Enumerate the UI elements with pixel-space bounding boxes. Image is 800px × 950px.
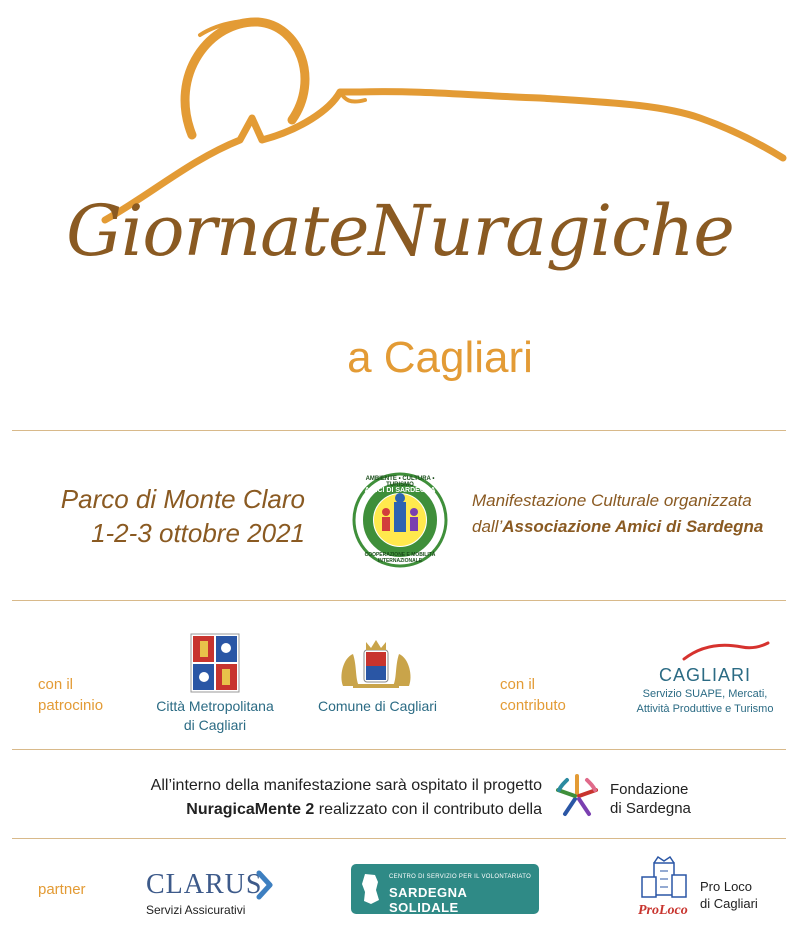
patrocinio-label-line2: patrocinio [38, 697, 104, 714]
project-name: NuragicaMente 2 [186, 801, 315, 818]
csv-top-text: CENTRO DI SERVIZIO PER IL VOLONTARIATO [389, 874, 532, 880]
divider [12, 749, 786, 750]
csv-sardegna-solidale-logo [351, 864, 539, 914]
citta-metropolitana-line1: Città Metropolitana [156, 698, 274, 714]
divider [12, 600, 786, 601]
event-dates: 1-2-3 ottobre 2021 [91, 518, 305, 548]
event-subtitle: a Cagliari [347, 333, 533, 382]
organizer-prefix: dall’ [472, 517, 503, 536]
citta-metropolitana-crest-icon [190, 633, 240, 693]
divider [12, 838, 786, 839]
comune-cagliari-crest-icon [333, 636, 419, 692]
comune-cagliari-name: Comune di Cagliari [317, 698, 438, 714]
organizer-line-1: Manifestazione Culturale organizzata [472, 491, 752, 510]
fondazione-sardegna-star-icon [553, 772, 601, 820]
partner-label: partner [38, 881, 86, 898]
project-line1: All’interno della manifestazione sarà ospitato il progetto [150, 777, 542, 794]
pro-loco-logo-text: ProLoco [638, 903, 688, 918]
pro-loco-line2: di Cagliari [700, 896, 758, 911]
event-title: GiornateNuragiche [66, 190, 734, 272]
citta-metropolitana-line2: di Cagliari [183, 717, 247, 733]
pro-loco-name [700, 878, 758, 912]
fondazione-line2: di Sardegna [610, 800, 691, 817]
organizer-name: Associazione Amici di Sardegna [502, 517, 764, 536]
event-location: Parco di Monte Claro [60, 484, 305, 514]
divider [12, 430, 786, 431]
project-line2-rest: realizzato con il contributo della [314, 801, 542, 818]
patrocinio-label [38, 674, 103, 716]
cagliari-service-line1: Servizio SUAPE, Mercati, [642, 688, 768, 700]
cagliari-swoosh-icon [682, 641, 770, 661]
badge-top-text: AMBIENTE • CULTURA • TURISMO [365, 476, 435, 488]
pro-loco-line1: Pro Loco [700, 879, 753, 894]
contributo-label-line1: con il [500, 676, 536, 693]
project-description [92, 774, 542, 822]
sardinia-island-icon [359, 872, 383, 906]
cagliari-logo-text: CAGLIARI [658, 665, 752, 685]
patrocinio-label-line1: con il [38, 676, 74, 693]
contributo-label [500, 674, 566, 716]
cagliari-service-line2: Attività Produttive e Turismo [636, 703, 774, 715]
badge-bottom-text: COOPERAZIONE E MOBILITÀ INTERNAZIONALE [364, 552, 436, 564]
cagliari-service [620, 687, 790, 717]
fondazione-name [610, 780, 691, 818]
csv-name-text: SARDEGNA SOLIDALE [389, 885, 467, 915]
badge-name-text: AMICI DI SARDEGNA [364, 487, 436, 494]
clarus-chevron-icon [256, 870, 274, 900]
organizer-line-2 [472, 517, 800, 537]
fondazione-line1: Fondazione [610, 781, 689, 798]
citta-metropolitana-name [140, 697, 290, 735]
contributo-label-line2: contributo [500, 697, 566, 714]
clarus-logo-text: CLARUS [146, 869, 263, 900]
project-line2 [92, 798, 542, 822]
clarus-subtitle: Servizi Assicurativi [146, 903, 246, 917]
